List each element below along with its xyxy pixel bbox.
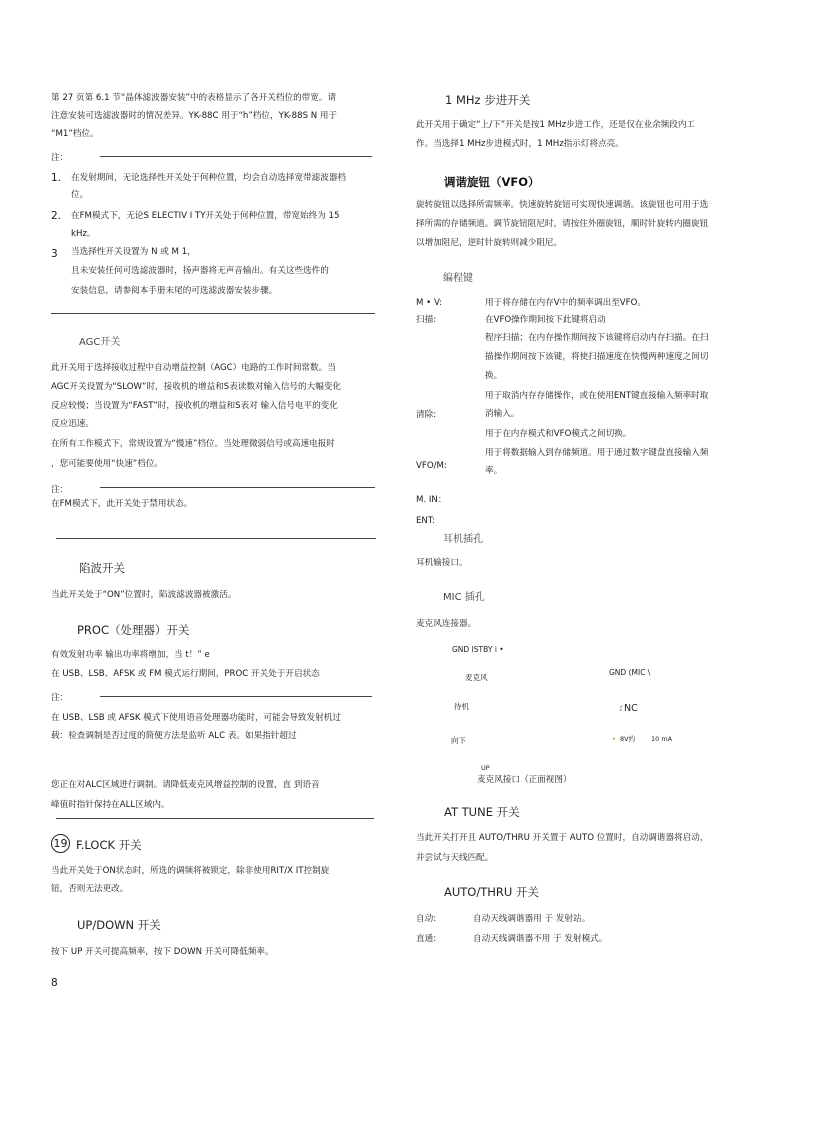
keys-title: 编程键 <box>443 273 473 284</box>
agc-line: ，您可能要使用“快速”档位。 <box>51 459 164 469</box>
key-desc: 用于在内存模式和VFO模式之间切换。 <box>485 429 632 439</box>
divider <box>56 818 374 819</box>
attune-line: 当此开关打开且 AUTO/THRU 开关置于 AUTO 位置时，自动调谐器将启动， <box>416 833 709 843</box>
phones-text: 耳机输接口。 <box>416 558 468 568</box>
updown-text: 按下 UP 开关可提高频率，按下 DOWN 开关可降低频率。 <box>51 947 274 957</box>
mic-pin-gnd-mic: GND (MIC \ <box>609 668 651 677</box>
divider <box>51 313 375 314</box>
auto-row-label: 直通: <box>416 934 437 944</box>
agc-line: 反应迅速。 <box>51 419 94 429</box>
divider <box>100 696 372 697</box>
flock-line: 当此开关处于ON状态时，所选的调频将被锁定，除非使用RIT/X IT控制旋 <box>51 866 330 876</box>
mic-pin-up: UP <box>481 764 490 772</box>
key-desc: 描操作期间按下该键，将使扫描速度在快慢两种速度之间切 <box>485 352 709 362</box>
auto-thru-title: AUTO/THRU 开关 <box>444 885 539 899</box>
note-item-line: 且未安装任何可选滤波器时，扬声器将无声音输出。有关这些选件的 <box>71 266 329 276</box>
agc-title: AGC开关 <box>79 337 121 348</box>
proc-line: 有效发射功率 输出功率将增加，当 t！” e <box>51 650 210 660</box>
intro-line-3: “M1”档位。 <box>51 129 99 139</box>
note-line: 载：检查调制是否过度的简便方法是监听 ALC 表。如果指针超过 <box>51 731 297 741</box>
mic-pin-current: 10 mA <box>651 735 673 743</box>
mic-pin-8v: • 8V约 <box>612 735 636 743</box>
proc-title: PROC（处理器）开关 <box>77 623 190 637</box>
key-desc: 换。 <box>485 371 503 381</box>
note-label: 注： <box>51 153 69 163</box>
key-label: M • V: <box>416 298 443 308</box>
note-item-number: 1. <box>51 172 62 184</box>
alc-line: 峰值时指针保持在ALL区域内。 <box>51 800 170 810</box>
key-label: M. IN： <box>416 495 447 505</box>
attune-title: AT TUNE 开关 <box>444 805 520 819</box>
agc-line: AGC开关设置为“SLOW”时，接收机的增益和S表读数对输入信号的大幅变化 <box>51 382 341 392</box>
mic-diagram-caption: 麦克风接口（正面视图） <box>477 775 572 785</box>
agc-line: 此开关用于选择接收过程中自动增益控制（AGC）电路的工作时间常数。当 <box>51 363 336 373</box>
mic-pin-nc: ɾNC <box>619 703 638 714</box>
notch-text: 当此开关处于“ON”位置时，陷波滤波器被激活。 <box>51 590 237 600</box>
vfo-line: 择所需的存储频道。调节旋钮阻尼时，请按住外圈旋钮，顺时针旋转内圈旋钮 <box>416 219 709 229</box>
mic-title: MIC 插孔 <box>443 592 485 603</box>
note-item-line: 位。 <box>71 190 89 200</box>
divider <box>56 538 376 539</box>
key-desc: 程序扫描；在内存操作期间按下该键将启动内存扫描。在扫 <box>485 333 709 343</box>
key-label: 清除: <box>416 410 437 420</box>
auto-row-label: 自动: <box>416 914 437 924</box>
mic-pin-down: 向下 <box>451 736 466 745</box>
key-desc: 用于将数据输入到存储频道。用于通过数字键盘直接输入频 <box>485 448 709 458</box>
note-item-line: 在发射期间，无论选择性开关处于何种位置，均会自动选择宽带滤波器档 <box>71 173 347 183</box>
mhz-line: 此开关用于确定“上/下”开关是按1 MHz步进工作，还是仅在业余频段内工 <box>416 120 696 130</box>
note-item-line: 安装信息，请参阅本手册末尾的可选滤波器安装步骤。 <box>71 286 278 296</box>
mhz-title: 1 MHz 步进开关 <box>445 93 531 107</box>
key-desc: 率。 <box>485 466 503 476</box>
vfo-line: 以增加阻尼，逆时针旋转则减少阻尼。 <box>416 238 563 248</box>
alc-line: 您正在对ALC区域进行调制。请降低麦克风增益控制的设置，直 到语音 <box>51 780 320 790</box>
notch-title: 陷波开关 <box>79 561 125 575</box>
flock-line: 钮，否则无法更改。 <box>51 884 129 894</box>
key-desc: 用于将存储在内存V中的频率调出至VFO。 <box>485 298 646 308</box>
intro-line-1: 第 27 页第 6.1 节“晶体滤波器安装”中的表格显示了各开关档位的带宽。请 <box>51 93 337 103</box>
mic-pin-gnd-stby: GND ISTBY i • <box>452 645 504 654</box>
note-label: 注： <box>51 693 69 703</box>
mic-pin-standby: 待机 <box>454 702 469 711</box>
updown-title: UP/DOWN 开关 <box>77 918 161 932</box>
auto-row-text: 自动天线调谐器不用 于 发射模式。 <box>473 934 608 944</box>
note-text: 在FM模式下，此开关处于禁用状态。 <box>51 499 193 509</box>
note-line: 在 USB、LSB 或 AFSK 模式下使用语音处理器功能时，可能会导致发射机过 <box>51 713 341 723</box>
vfo-line: 旋转旋钮以选择所需频率。快速旋转旋钮可实现快速调谐。该旋钮也可用于选 <box>416 200 709 210</box>
intro-line-2: 注意安装可选滤波器时的情况差异。YK-88C 用于“h”档位，YK-88S N 用于 <box>51 111 338 121</box>
note-item-line: kHz。 <box>71 229 96 239</box>
agc-line: 反应较慢；当设置为“FAST”时，接收机的增益和S表对 输入信号电平的变化 <box>51 401 338 411</box>
flock-title: F.LOCK 开关 <box>76 838 142 852</box>
key-label: 扫描: <box>416 315 437 325</box>
mic-pin-mic: 麦克风 <box>465 673 488 682</box>
mhz-line: 作。当选择1 MHz步进模式时，1 MHz指示灯将点亮。 <box>416 139 624 149</box>
note-item-number: 3 <box>51 248 58 260</box>
item-number-badge: 19 <box>51 834 70 853</box>
note-item-line: 当选择性开关设置为 N 或 M 1， <box>71 247 196 257</box>
key-label: VFO/M: <box>416 461 447 471</box>
key-desc: 用于取消内存存储操作，或在使用ENT键直接输入频率时取 <box>485 391 709 401</box>
key-desc: 在VFO操作期间按下此键将启动 <box>485 315 606 325</box>
note-item-line: 在FM模式下，无论S ELECTIV I TY开关处于何种位置，带宽始终为 15 <box>71 211 340 221</box>
key-desc: 消输入。 <box>485 409 520 419</box>
note-label: 注： <box>51 485 69 495</box>
divider <box>100 156 372 157</box>
attune-line: 并尝试与天线匹配。 <box>416 853 494 863</box>
proc-line: 在 USB、LSB、AFSK 或 FM 模式运行期间，PROC 开关处于开启状态 <box>51 669 320 679</box>
page-number: 8 <box>51 977 58 989</box>
note-item-number: 2. <box>51 210 62 222</box>
mic-text: 麦克风连接器。 <box>416 619 477 629</box>
vfo-title: 调谐旋钮（VFO） <box>444 175 540 189</box>
divider <box>100 487 375 488</box>
phones-title: 耳机插孔 <box>443 534 483 545</box>
key-label: ENT: <box>416 516 436 526</box>
auto-row-text: 自动天线调谐器用 于 发射站。 <box>473 914 591 924</box>
agc-line: 在所有工作模式下，常规设置为“慢速”档位。当处理微弱信号或高速电报时 <box>51 439 335 449</box>
